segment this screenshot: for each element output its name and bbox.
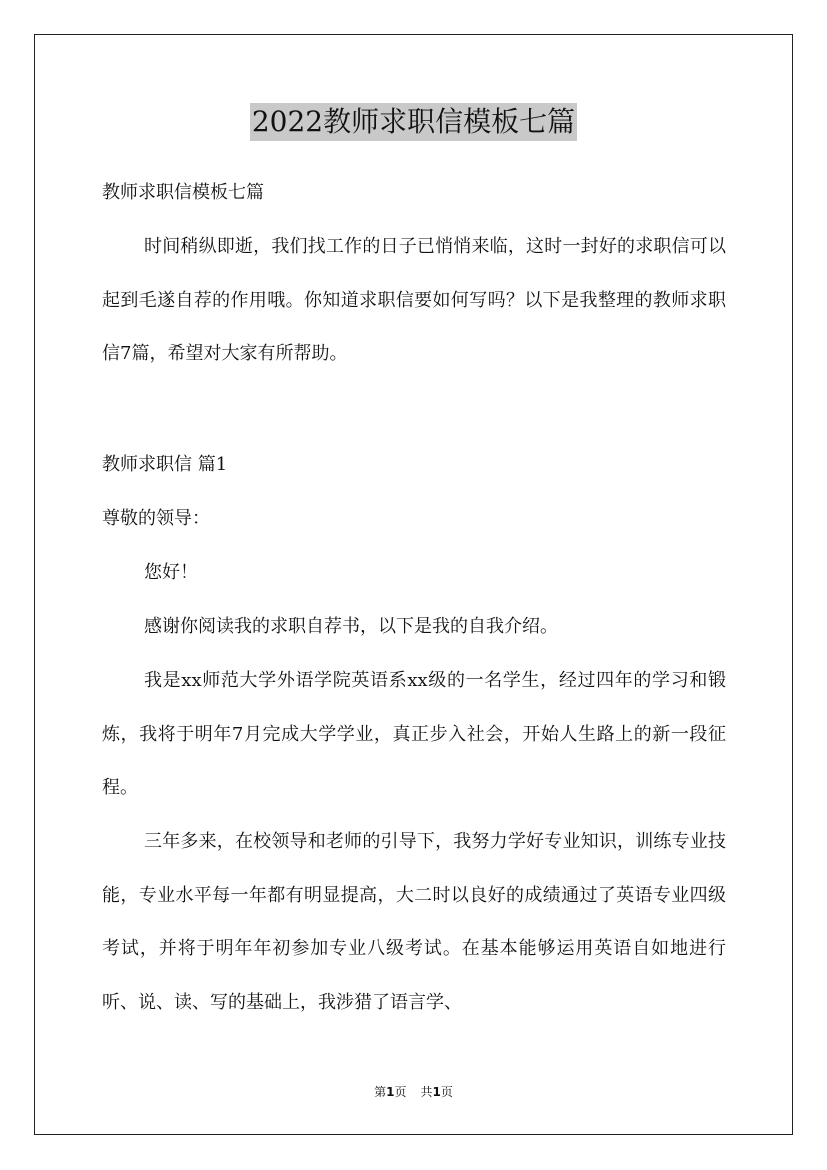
greeting-paragraph bbox=[102, 546, 726, 600]
total-number: 1 bbox=[432, 1085, 441, 1099]
salutation: 尊敬的领导： bbox=[102, 508, 210, 529]
page-footer bbox=[0, 1084, 827, 1100]
paragraph-1 bbox=[102, 600, 726, 654]
document-title: 2022教师求职信模板七篇 bbox=[250, 103, 577, 141]
section-heading: 教师求职信 篇1 bbox=[102, 454, 228, 475]
greeting-text: 您好！ bbox=[144, 562, 198, 583]
total-prefix: 共 bbox=[420, 1085, 433, 1099]
total-suffix: 页 bbox=[440, 1085, 453, 1099]
title-container bbox=[0, 103, 827, 141]
page-prefix: 第 bbox=[374, 1085, 387, 1099]
page-suffix: 页 bbox=[394, 1085, 407, 1099]
paragraph-3-text: 三年多来，在校领导和老师的引导下，我努力学好专业知识，训练专业技能，专业水平每一年都有明显提高，大二时以良好的成绩通过了英语专业四级考试，并将于明年年初参加专业八级考试。在基本能够运用英语自如地进行听、说、读、写的基础上，我涉猎了语言学、 bbox=[102, 831, 726, 1013]
page-number: 1 bbox=[386, 1085, 395, 1099]
paragraph-2 bbox=[102, 654, 726, 815]
intro-paragraph bbox=[102, 220, 726, 381]
paragraph-2-text: 我是xx师范大学外语学院英语系xx级的一名学生，经过四年的学习和锻炼，我将于明年7月完成大学学业，真正步入社会，开始人生路上的新一段征程。 bbox=[102, 670, 726, 798]
paragraph-3 bbox=[102, 815, 726, 1029]
paragraph-1-text: 感谢你阅读我的求职自荐书，以下是我的自我介绍。 bbox=[144, 616, 558, 637]
document-subtitle: 教师求职信模板七篇 bbox=[102, 182, 264, 203]
intro-text: 时间稍纵即逝，我们找工作的日子已悄悄来临，这时一封好的求职信可以起到毛遂自荐的作用哦。你知道求职信要如何写吗？以下是我整理的教师求职信7篇，希望对大家有所帮助。 bbox=[102, 236, 726, 364]
